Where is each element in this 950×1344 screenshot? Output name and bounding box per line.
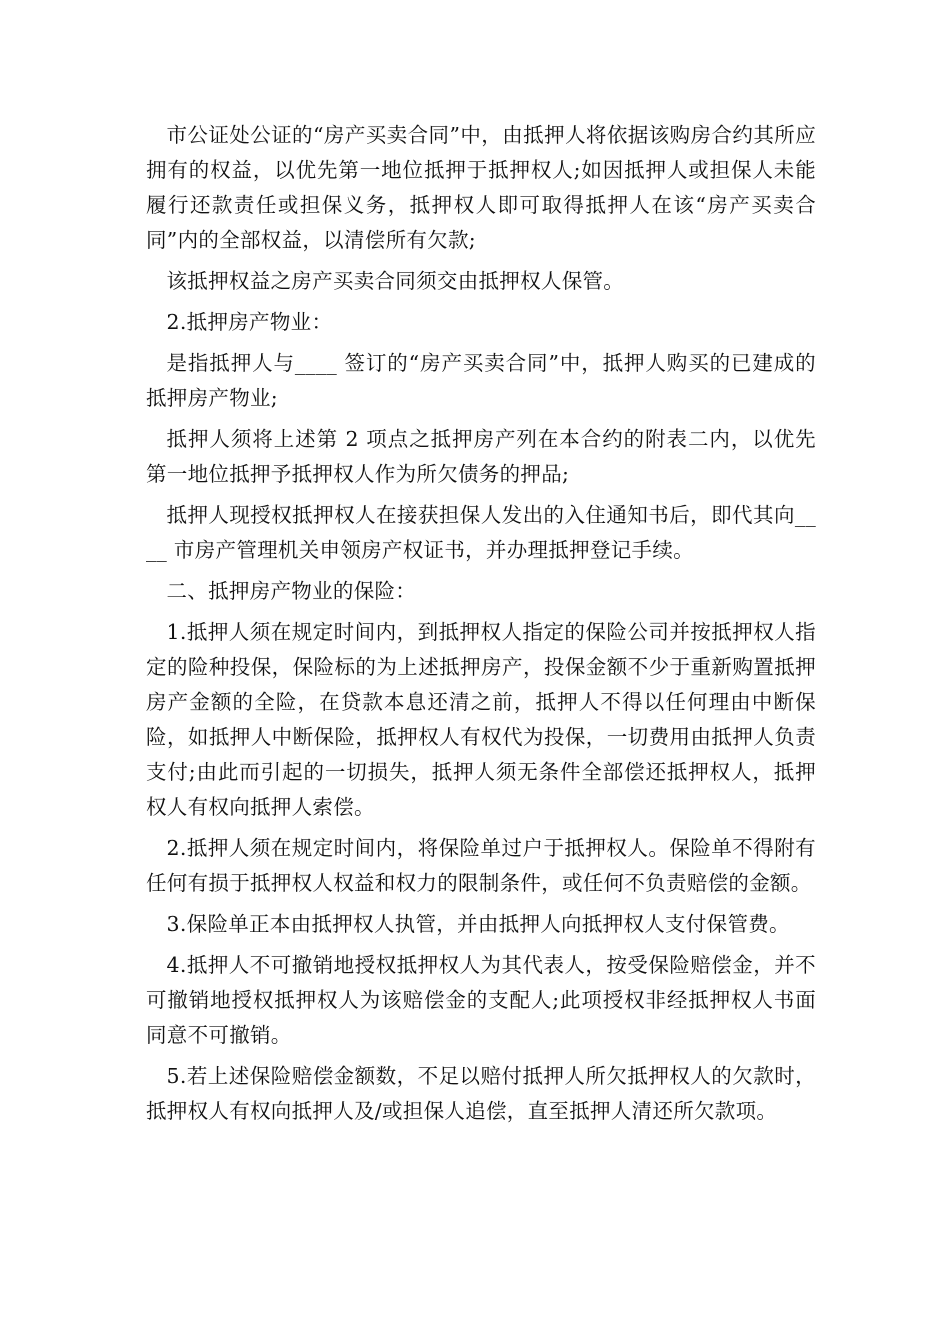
section-heading-insurance: 二、抵押房产物业的保险： [166,579,417,603]
document-body [146,118,816,1135]
paragraph-schedule-two: 抵押人须将上述第 2 项点之抵押房产列在本合约的附表二内，以优先第一地位抵押予抵押权人作为所欠债务的押品; [146,427,816,486]
paragraph-insurance-2: 2.抵押人须在规定时间内，将保险单过户于抵押权人。保险单不得附有任何有损于抵押权人权益和权力的限制条件，或任何不负责赔偿的金额。 [146,836,816,895]
paragraph-property-definition: 是指抵押人与____ 签订的“房产买卖合同”中，抵押人购买的已建成的抵押房产物业; [146,351,816,410]
paragraph-contract-rights: 市公证处公证的“房产买卖合同”中，由抵押人将依据该购房合约其所应拥有的权益，以优先第一地位抵押于抵押权人;如因抵押人或担保人未能履行还款责任或担保义务，抵押权人即可取得抵押人在该“房产买卖合同”内的全部权益，以清偿所有欠款; [146,123,816,252]
paragraph-authorization: 抵押人现授权抵押权人在接获担保人发出的入住通知书后，即代其向____ 市房产管理机关申领房产权证书，并办理抵押登记手续。 [146,503,816,562]
paragraph-insurance-3: 3.保险单正本由抵押权人执管，并由抵押人向抵押权人支付保管费。 [166,912,790,936]
paragraph-insurance-4: 4.抵押人不可撤销地授权抵押权人为其代表人，按受保险赔偿金，并不可撤销地授权抵押权人为该赔偿金的支配人;此项授权非经抵押权人书面同意不可撤销。 [146,953,816,1047]
paragraph-insurance-5: 5.若上述保险赔偿金额数，不足以赔付抵押人所欠抵押权人的欠款时，抵押权人有权向抵押人及/或担保人追偿，直至抵押人清还所欠款项。 [146,1064,816,1123]
paragraph-heading-property: 2.抵押房产物业： [166,310,333,334]
paragraph-custody: 该抵押权益之房产买卖合同须交由抵押权人保管。 [166,269,625,293]
paragraph-insurance-1: 1.抵押人须在规定时间内，到抵押权人指定的保险公司并按抵押权人指定的险种投保，保险标的为上述抵押房产，投保金额不少于重新购置抵押房产金额的全险，在贷款本息还清之前，抵押人不得以任何理由中断保险，如抵押人中断保险，抵押权人有权代为投保，一切费用由抵押人负责支付;由此而引起的一切损失，抵押人须无条件全部偿还抵押权人，抵押权人有权向抵押人索偿。 [146,620,816,819]
